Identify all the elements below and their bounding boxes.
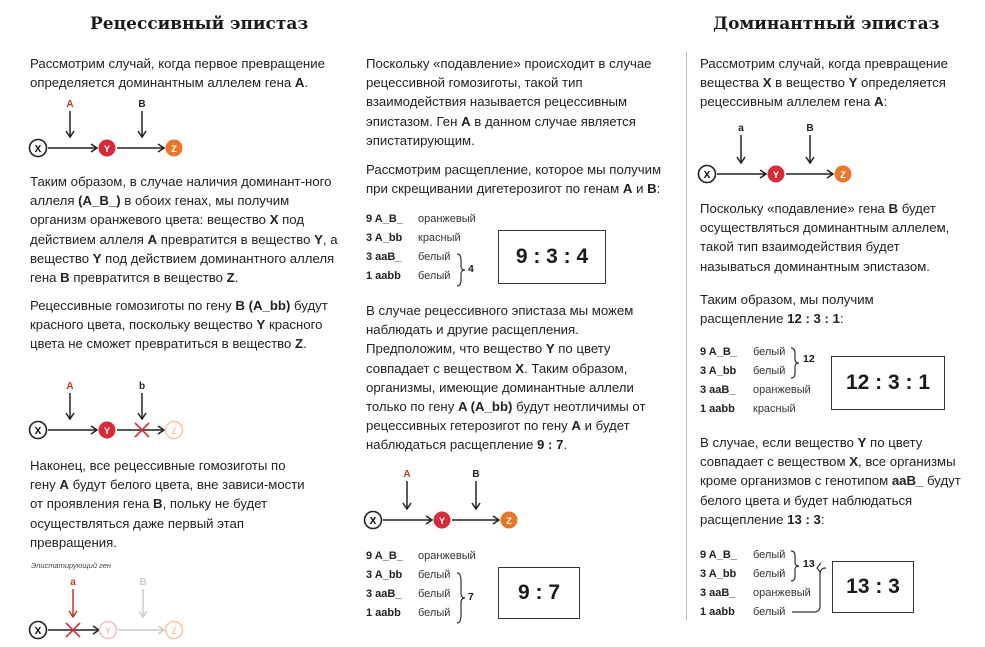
svg-text:Z: Z: [840, 170, 846, 180]
middle-diagram: [360, 466, 535, 536]
svg-text:Y: Y: [103, 144, 111, 154]
svg-text:Z: Z: [506, 516, 512, 526]
svg-text:Y: Y: [772, 170, 780, 180]
left-diagram-1: [26, 96, 201, 166]
middle-table-1: 9 A_B_ оранжевый 3 A_bb красный 3 aaB_ белый 1 aabb белый: [366, 213, 476, 282]
svg-text:Z: Z: [171, 144, 177, 154]
right-para-4: В случае, если вещество Y по цвету совпадает с веществом X, все организмы кроме организмов с генотипом aaB_ будут белого цвета и будет наблюдаться расщепление 13 : 3:: [700, 435, 961, 527]
left-title: Рецессивный эпистаз: [90, 14, 309, 34]
svg-text:A: A: [403, 469, 411, 480]
middle-para-1: Поскольку «подавление» происходит в случае рецессивной гомозиготы, такой тип взаимодействия называется рецессивным эпистазом. Ген A в данном случае является эпистатирующим.: [366, 56, 652, 148]
ratio-box: 9 : 3 : 4: [498, 230, 606, 284]
svg-text:B: B: [139, 577, 147, 588]
svg-text:a: a: [70, 577, 76, 588]
svg-text:X: X: [34, 426, 42, 437]
column-divider: [686, 52, 687, 620]
right-para-1: Рассмотрим случай, когда превращение вещества X в вещество Y определяется рецессивным аллелем гена A:: [700, 56, 948, 110]
svg-text:B: B: [472, 469, 480, 480]
bracket-sum: 4: [468, 263, 474, 275]
right-para-2: Поскольку «подавление» гена B будет осуществляться доминантным аллелем, такой тип взаимодействия будет называться доминантным эпистазом.: [700, 201, 950, 274]
left-diagram-3: [26, 574, 201, 644]
right-para-3: Таким образом, мы получим расщепление 12 : 3 : 1:: [700, 292, 874, 327]
arrow-icon: [788, 562, 828, 618]
gene-label-b: B: [138, 99, 146, 110]
bracket-sum: 7: [468, 591, 474, 603]
bracket-sum: 12: [803, 353, 815, 365]
middle-table-2: 9 A_B_ оранжевый 3 A_bb белый 3 aaB_ белый 1 aabb белый: [366, 550, 476, 619]
svg-text:Z: Z: [171, 426, 177, 436]
ratio-box: 9 : 7: [498, 567, 580, 619]
svg-text:Y: Y: [438, 516, 446, 526]
ratio-box: 12 : 3 : 1: [831, 356, 945, 410]
svg-text:b: b: [138, 381, 146, 392]
ratio-box: 13 : 3: [832, 561, 914, 613]
left-para-4: Наконец, все рецессивные гомозиготы по гену A будут белого цвета, вне зависи-мости от проявления гена B, польку не будет осуществляться даже первый этап превращения.: [30, 458, 305, 550]
left-para-1: Рассмотрим случай, когда первое превращение определяется доминантным аллелем гена A.: [30, 56, 325, 91]
svg-text:A: A: [66, 381, 74, 392]
bracket-sum: 13: [803, 558, 815, 570]
right-diagram: [694, 120, 869, 190]
svg-text:X: X: [34, 626, 42, 637]
bracket-icon: [455, 571, 467, 625]
epistatic-gene-caption: Эпистатирующий ген: [31, 561, 112, 570]
svg-text:X: X: [369, 516, 377, 527]
gene-label-a: A: [66, 99, 74, 110]
left-diagram-2: [26, 378, 201, 448]
svg-text:B: B: [806, 123, 814, 134]
svg-text:Y: Y: [104, 626, 112, 636]
left-para-2: Таким образом, в случае наличия доминант-ного аллеля (A_B_) в обоих генах, мы получим организм оранжевого цвета: вещество X под действием аллеля A превратится в вещество Y, а вещество Y под действием доминантного аллеля гена B превратится в вещество Z.: [30, 174, 338, 286]
svg-text:Y: Y: [103, 426, 111, 436]
right-table-1: 9 A_B_ белый 3 A_bb белый 3 aaB_ оранжевый 1 aabb красный: [700, 346, 811, 415]
bracket-icon: [455, 252, 467, 288]
right-table-2: 9 A_B_ белый 3 A_bb белый 3 aaB_ оранжевый 1 aabb белый: [700, 549, 811, 618]
svg-text:X: X: [34, 144, 42, 155]
middle-para-3: В случае рецессивного эпистаза мы можем наблюдать и другие расщепления. Предположим, что вещество Y по цвету совпадает с веществом X. Таким образом, организмы, имеющие доминантные аллели только по гену A (A_bb) будут неотличимы от рецессивных гетерозигот по гену A и будет наблюдаться расщепление 9 : 7.: [366, 303, 646, 453]
bracket-icon: [789, 346, 801, 380]
svg-text:a: a: [738, 123, 744, 134]
svg-text:X: X: [703, 170, 711, 181]
middle-para-2: Рассмотрим расщепление, которое мы получим при скрещивании дигетерозигот по генам A и B:: [366, 162, 662, 197]
left-para-3: Рецессивные гомозиготы по гену B (A_bb) будут красного цвета, поскольку вещество Y красного цвета не сможет превратиться в вещество Z.: [30, 298, 328, 352]
right-title: Доминантный эпистаз: [713, 14, 940, 34]
svg-text:Z: Z: [171, 626, 177, 636]
